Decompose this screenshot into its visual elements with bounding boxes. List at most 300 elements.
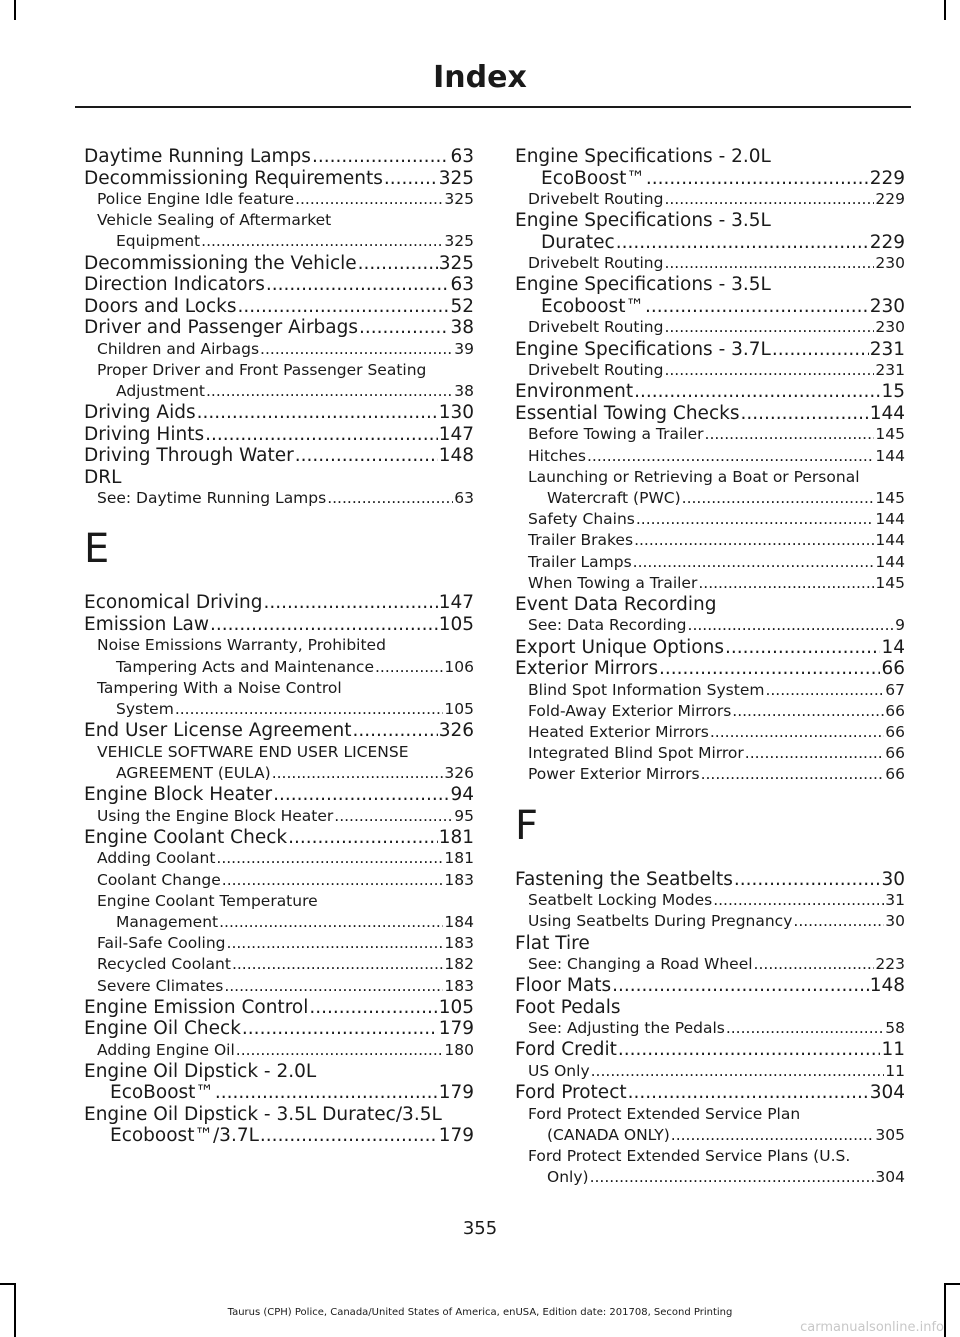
dot-leader: [734, 869, 881, 891]
index-subentry[interactable]: [515, 764, 905, 785]
index-subentry-heading: VEHICLE SOFTWARE END USER LICENSE: [97, 742, 409, 761]
index-entry[interactable]: [515, 637, 905, 659]
dot-leader: [701, 764, 885, 785]
entry-page-number: 11: [881, 1039, 905, 1061]
entry-term: Duratec: [541, 231, 615, 253]
entry-term: Using Seatbelts During Pregnancy: [528, 912, 793, 931]
entry-page-number: 31: [885, 891, 905, 910]
entry-term: Children and Airbags: [97, 339, 260, 358]
index-subentry[interactable]: [515, 890, 905, 911]
index-entry[interactable]: [84, 168, 474, 190]
index-entry[interactable]: [515, 658, 905, 680]
entry-page-number: 105: [438, 996, 474, 1018]
dot-leader: [726, 1018, 884, 1039]
dot-leader: [215, 1082, 438, 1104]
entry-term: System: [116, 700, 174, 719]
entry-page-number: 66: [885, 723, 905, 742]
index-entry[interactable]: [515, 296, 905, 318]
index-entry-heading: Engine Oil Dipstick - 3.5L Duratec/3.5L: [84, 1103, 442, 1125]
dot-leader: [352, 720, 437, 742]
dot-leader: [375, 657, 443, 678]
entry-page-number: 148: [438, 445, 474, 467]
index-entry[interactable]: [515, 869, 905, 891]
dot-leader: [634, 381, 880, 403]
section-letter: E: [84, 526, 110, 573]
dot-leader: [590, 1167, 875, 1188]
entry-page-number: 95: [454, 806, 474, 825]
entry-term: Economical Driving: [84, 592, 263, 614]
entry-term: Exterior Mirrors: [515, 658, 658, 680]
index-entry-heading: Engine Specifications - 2.0L: [515, 146, 771, 167]
index-entry[interactable]: [84, 720, 474, 742]
dot-leader: [272, 763, 444, 784]
dot-leader: [175, 699, 444, 720]
entry-page-number: 181: [444, 849, 474, 868]
dot-leader: [636, 509, 875, 530]
dot-leader: [295, 445, 438, 467]
index-subentry[interactable]: [515, 189, 905, 210]
entry-term: Adding Coolant: [97, 849, 216, 868]
dot-leader: [263, 592, 437, 614]
dot-leader: [260, 339, 453, 360]
entry-term: Using the Engine Block Heater: [97, 806, 334, 825]
dot-leader: [216, 848, 443, 869]
entry-page-number: 305: [875, 1125, 905, 1144]
entry-term: Drivebelt Routing: [528, 361, 664, 380]
index-entry[interactable]: [515, 232, 905, 254]
entry-page-number: 230: [875, 254, 905, 273]
entry-page-number: 30: [885, 912, 905, 931]
index-subentry[interactable]: [515, 615, 905, 636]
entry-term: EcoBoost™: [110, 1082, 214, 1104]
dot-leader: [206, 381, 453, 402]
entry-page-number: 326: [444, 763, 474, 782]
dot-leader: [224, 976, 443, 997]
entry-term: See: Daytime Running Lamps: [97, 489, 327, 508]
index-entry[interactable]: [84, 827, 474, 849]
index-entry-heading: DRL: [84, 466, 122, 488]
index-subentry[interactable]: [515, 954, 905, 975]
entry-page-number: 181: [438, 826, 474, 848]
index-subentry[interactable]: [84, 1040, 474, 1061]
index-subentry[interactable]: [84, 976, 474, 997]
dot-leader: [671, 1125, 875, 1146]
index-subentry-heading: Proper Driver and Front Passenger Seating: [97, 360, 427, 379]
entry-term: Integrated Blind Spot Mirror: [528, 744, 744, 763]
entry-page-number: 148: [869, 975, 905, 997]
index-subentry[interactable]: [515, 1018, 905, 1039]
index-subentry[interactable]: [84, 848, 474, 869]
dot-leader: [288, 827, 438, 849]
entry-page-number: 229: [869, 231, 905, 253]
index-subentry[interactable]: [515, 360, 905, 381]
entry-page-number: 38: [454, 382, 474, 401]
dot-leader: [793, 911, 884, 932]
index-entry[interactable]: [84, 1082, 474, 1104]
index-entry-heading: Flat Tire: [515, 932, 590, 954]
entry-page-number: 14: [881, 636, 905, 658]
entry-page-number: 230: [875, 318, 905, 337]
entry-term: Coolant Change: [97, 870, 221, 889]
entry-page-number: 304: [875, 1168, 905, 1187]
dot-leader: [682, 488, 875, 509]
entry-page-number: 105: [438, 613, 474, 635]
entry-page-number: 11: [885, 1061, 905, 1080]
index-subentry[interactable]: [515, 552, 905, 573]
dot-leader: [227, 933, 444, 954]
entry-term: Drivebelt Routing: [528, 190, 664, 208]
entry-term: When Towing a Trailer: [528, 573, 698, 592]
index-subentry[interactable]: [515, 446, 905, 467]
dot-leader: [201, 231, 443, 252]
index-subentry-heading: Ford Protect Extended Service Plan: [528, 1104, 801, 1123]
header-divider: [75, 106, 911, 108]
index-entry[interactable]: [84, 402, 474, 424]
dot-leader: [309, 997, 437, 1019]
entry-page-number: 145: [875, 488, 905, 507]
entry-term: Driving Through Water: [84, 445, 294, 467]
dot-leader: [205, 424, 438, 446]
index-subentry-heading: Tampering With a Noise Control: [97, 678, 342, 697]
entry-page-number: 144: [869, 402, 905, 424]
entry-page-number: 229: [875, 190, 905, 208]
dot-leader: [725, 637, 880, 659]
dot-leader: [295, 189, 443, 210]
index-subentry-heading: Engine Coolant Temperature: [97, 891, 318, 910]
entry-page-number: 144: [875, 446, 905, 465]
index-subentry[interactable]: [84, 763, 474, 784]
entry-page-number: 144: [875, 531, 905, 550]
entry-term: Environment: [515, 381, 634, 403]
entry-page-number: 147: [438, 592, 474, 614]
index-subentry[interactable]: [515, 253, 905, 274]
index-column-left: [84, 146, 474, 1147]
index-subentry[interactable]: [84, 657, 474, 678]
entry-term: Engine Coolant Check: [84, 826, 288, 848]
dot-leader: [688, 615, 895, 636]
index-subentry[interactable]: [84, 806, 474, 827]
index-subentry[interactable]: [515, 701, 905, 722]
index-entry[interactable]: [84, 592, 474, 614]
entry-page-number: 231: [875, 361, 905, 380]
index-entry[interactable]: [515, 1039, 905, 1061]
entry-page-number: 63: [454, 489, 474, 508]
dot-leader: [710, 722, 884, 743]
index-entry[interactable]: [84, 253, 474, 275]
entry-page-number: 144: [875, 552, 905, 571]
entry-page-number: 38: [450, 317, 474, 339]
entry-term: Ecoboost™/3.7L: [110, 1125, 259, 1147]
index-entry[interactable]: [84, 784, 474, 806]
entry-page-number: 229: [869, 167, 905, 189]
entry-term: Engine Oil Check: [84, 1018, 241, 1040]
index-column-right: [515, 146, 905, 1188]
entry-page-number: 325: [444, 232, 474, 251]
entry-term: Driver and Passenger Airbags: [84, 317, 359, 339]
index-subentry[interactable]: [515, 488, 905, 509]
index-subentry[interactable]: [84, 870, 474, 891]
entry-term: Daytime Running Lamps: [84, 146, 311, 167]
index-subentry[interactable]: [515, 743, 905, 764]
dot-leader: [664, 360, 874, 381]
index-subentry[interactable]: [515, 573, 905, 594]
entry-term: Fold-Away Exterior Mirrors: [528, 701, 732, 720]
index-subentry-heading: Ford Protect Extended Service Plans (U.S.: [528, 1147, 851, 1166]
entry-page-number: 39: [454, 339, 474, 358]
index-entry[interactable]: [84, 614, 474, 636]
entry-term: Blind Spot Information System: [528, 680, 765, 699]
entry-term: Drivebelt Routing: [528, 254, 664, 273]
index-subentry-heading: Vehicle Sealing of Aftermarket: [97, 211, 332, 230]
index-subentry[interactable]: [84, 189, 474, 210]
entry-term: Engine Emission Control: [84, 996, 309, 1018]
index-subentry[interactable]: [515, 317, 905, 338]
entry-page-number: 182: [444, 955, 474, 974]
entry-page-number: 184: [444, 912, 474, 931]
entry-term: See: Adjusting the Pedals: [528, 1019, 725, 1038]
dot-leader: [740, 403, 868, 425]
entry-page-number: 66: [885, 744, 905, 763]
index-entry[interactable]: [515, 975, 905, 997]
entry-page-number: 230: [869, 295, 905, 317]
dot-leader: [197, 402, 438, 424]
watermark: carmanualsonline.info: [800, 1320, 944, 1335]
dot-leader: [618, 1039, 881, 1061]
entry-term: Adding Engine Oil: [97, 1040, 235, 1059]
entry-page-number: 304: [869, 1082, 905, 1104]
dot-leader: [591, 1061, 885, 1082]
section-letter: F: [515, 802, 539, 849]
dot-leader: [273, 784, 449, 806]
entry-term: Ecoboost™: [541, 295, 644, 317]
index-subentry[interactable]: [515, 424, 905, 445]
entry-page-number: 144: [875, 510, 905, 529]
entry-page-number: 66: [885, 701, 905, 720]
crop-mark-top-right-v: [944, 0, 946, 20]
index-subentry[interactable]: [84, 954, 474, 975]
entry-term: Equipment: [116, 232, 201, 251]
index-subentry-heading: Noise Emissions Warranty, Prohibited: [97, 636, 386, 655]
index-subentry[interactable]: [515, 680, 905, 701]
index-entry-heading: Engine Oil Dipstick - 2.0L: [84, 1060, 317, 1082]
index-subentry[interactable]: [84, 339, 474, 360]
index-subentry[interactable]: [84, 912, 474, 933]
dot-leader: [238, 296, 450, 318]
index-subentry[interactable]: [84, 933, 474, 954]
entry-page-number: 66: [881, 658, 905, 680]
entry-page-number: 106: [444, 657, 474, 676]
dot-leader: [732, 701, 884, 722]
entry-term: AGREEMENT (EULA): [116, 763, 271, 782]
entry-term: Police Engine Idle feature: [97, 190, 295, 208]
entry-page-number: 325: [444, 190, 474, 208]
dot-leader: [745, 743, 884, 764]
dot-leader: [664, 189, 874, 210]
dot-leader: [359, 317, 449, 339]
index-subentry[interactable]: [515, 1167, 905, 1188]
entry-term: Drivebelt Routing: [528, 318, 664, 337]
entry-term: Safety Chains: [528, 510, 635, 529]
dot-leader: [646, 168, 869, 190]
index-subentry[interactable]: [84, 488, 474, 509]
entry-term: Engine Block Heater: [84, 784, 273, 806]
dot-leader: [664, 317, 874, 338]
page-title: Index: [433, 60, 527, 95]
entry-term: Management: [116, 912, 219, 931]
index-subentry-heading: Launching or Retrieving a Boat or Personal: [528, 467, 860, 486]
entry-page-number: 326: [438, 720, 474, 742]
entry-page-number: 94: [450, 784, 474, 806]
index-entry-heading: Engine Specifications - 3.5L: [515, 210, 771, 232]
dot-leader: [334, 806, 453, 827]
dot-leader: [616, 232, 869, 254]
entry-term: Before Towing a Trailer: [528, 425, 704, 444]
crop-mark-top-left-v: [14, 0, 16, 20]
index-subentry[interactable]: [515, 530, 905, 551]
dot-leader: [772, 339, 869, 361]
index-entry[interactable]: [515, 381, 905, 403]
index-entry[interactable]: [84, 445, 474, 467]
dot-leader: [612, 975, 869, 997]
entry-term: Decommissioning the Vehicle: [84, 252, 357, 274]
index-entry[interactable]: [84, 997, 474, 1019]
entry-page-number: 179: [438, 1125, 474, 1147]
entry-term: Floor Mats: [515, 975, 612, 997]
entry-page-number: 130: [438, 402, 474, 424]
entry-term: Doors and Locks: [84, 295, 237, 317]
index-entry-heading: Engine Specifications - 3.5L: [515, 274, 771, 296]
entry-term: Only): [547, 1168, 589, 1187]
index-subentry[interactable]: [515, 722, 905, 743]
entry-page-number: 52: [450, 295, 474, 317]
entry-term: Watercraft (PWC): [547, 488, 681, 507]
entry-term: Decommissioning Requirements: [84, 167, 383, 189]
index-entry[interactable]: [84, 1018, 474, 1040]
index-entry[interactable]: [84, 296, 474, 318]
entry-term: Export Unique Options: [515, 636, 724, 658]
dot-leader: [260, 1125, 438, 1147]
index-subentry[interactable]: [84, 231, 474, 252]
index-entry[interactable]: [84, 146, 474, 168]
entry-page-number: 105: [444, 700, 474, 719]
dot-leader: [312, 146, 450, 168]
entry-page-number: 183: [444, 934, 474, 953]
entry-page-number: 180: [444, 1040, 474, 1059]
index-subentry[interactable]: [84, 699, 474, 720]
index-entry[interactable]: [84, 274, 474, 296]
entry-term: Ford Protect: [515, 1082, 627, 1104]
index-entry[interactable]: [84, 424, 474, 446]
entry-term: Tampering Acts and Maintenance: [116, 657, 374, 676]
entry-term: (CANADA ONLY): [547, 1125, 670, 1144]
entry-page-number: 147: [438, 423, 474, 445]
entry-term: End User License Agreement: [84, 720, 352, 742]
entry-page-number: 63: [450, 146, 474, 167]
dot-leader: [358, 253, 438, 275]
entry-page-number: 66: [885, 765, 905, 784]
entry-page-number: 223: [875, 955, 905, 974]
index-entry[interactable]: [515, 168, 905, 190]
entry-term: US Only: [528, 1061, 590, 1080]
dot-leader: [236, 1040, 444, 1061]
dot-leader: [232, 954, 443, 975]
entry-term: Seatbelt Locking Modes: [528, 891, 713, 910]
index-entry[interactable]: [84, 317, 474, 339]
entry-term: EcoBoost™: [541, 167, 645, 189]
crop-mark-bottom-right-h: [944, 1283, 960, 1285]
dot-leader: [659, 658, 880, 680]
page-number: 355: [462, 1218, 498, 1239]
index-subentry[interactable]: [515, 911, 905, 932]
entry-page-number: 325: [438, 167, 474, 189]
dot-leader: [713, 890, 884, 911]
dot-leader: [645, 296, 869, 318]
entry-term: Engine Specifications - 3.7L: [515, 338, 771, 360]
entry-term: Trailer Brakes: [528, 531, 634, 550]
entry-page-number: 145: [875, 573, 905, 592]
entry-term: Direction Indicators: [84, 274, 265, 296]
entry-term: Ford Credit: [515, 1039, 617, 1061]
entry-term: See: Changing a Road Wheel: [528, 955, 753, 974]
dot-leader: [327, 488, 453, 509]
entry-term: Emission Law: [84, 613, 209, 635]
index-entry[interactable]: [84, 1125, 474, 1147]
index-entry[interactable]: [515, 403, 905, 425]
dot-leader: [634, 530, 874, 551]
entry-term: Adjustment: [116, 382, 205, 401]
entry-page-number: 63: [450, 274, 474, 296]
index-subentry[interactable]: [515, 1061, 905, 1082]
index-entry[interactable]: [515, 1082, 905, 1104]
entry-page-number: 58: [885, 1019, 905, 1038]
entry-page-number: 30: [881, 868, 905, 890]
entry-page-number: 183: [444, 870, 474, 889]
entry-page-number: 231: [869, 338, 905, 360]
dot-leader: [222, 870, 444, 891]
entry-page-number: 179: [438, 1082, 474, 1104]
dot-leader: [587, 446, 874, 467]
entry-page-number: 67: [885, 680, 905, 699]
entry-page-number: 325: [438, 252, 474, 274]
index-entry[interactable]: [515, 339, 905, 361]
dot-leader: [664, 253, 874, 274]
entry-page-number: 145: [875, 425, 905, 444]
dot-leader: [242, 1018, 438, 1040]
crop-mark-bottom-left-h: [0, 1283, 16, 1285]
entry-page-number: 183: [444, 976, 474, 995]
entry-page-number: 9: [895, 616, 905, 635]
dot-leader: [633, 552, 875, 573]
index-entry-heading: Event Data Recording: [515, 593, 717, 615]
dot-leader: [705, 424, 875, 445]
entry-page-number: 179: [438, 1018, 474, 1040]
dot-leader: [210, 614, 438, 636]
index-subentry[interactable]: [515, 1125, 905, 1146]
dot-leader: [266, 274, 450, 296]
entry-term: Driving Hints: [84, 423, 205, 445]
dot-leader: [698, 573, 874, 594]
index-subentry[interactable]: [84, 381, 474, 402]
dot-leader: [754, 954, 875, 975]
dot-leader: [765, 680, 884, 701]
index-subentry[interactable]: [515, 509, 905, 530]
entry-term: Driving Aids: [84, 402, 196, 424]
entry-term: Trailer Lamps: [528, 552, 632, 571]
entry-term: Severe Climates: [97, 976, 224, 995]
entry-term: Fail-Safe Cooling: [97, 934, 226, 953]
entry-page-number: 15: [881, 381, 905, 403]
entry-term: Recycled Coolant: [97, 955, 231, 974]
